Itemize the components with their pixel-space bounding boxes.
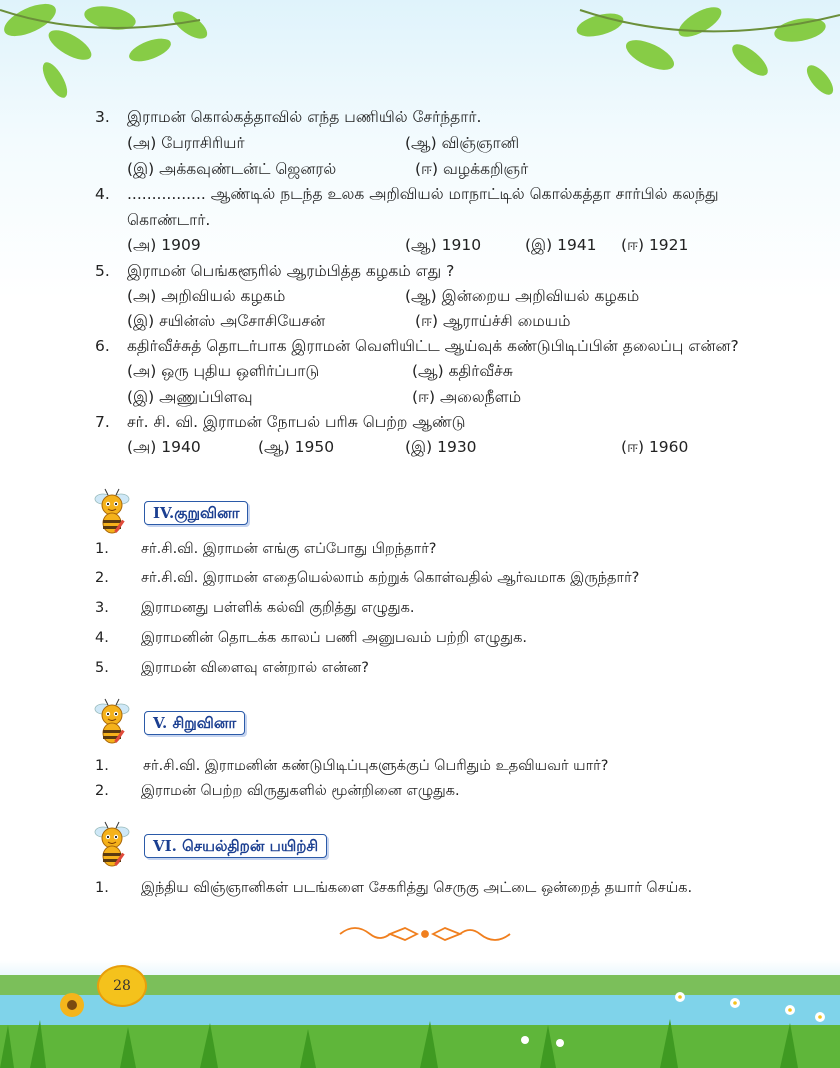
question-number: 5. [95,262,110,280]
question-number: 7. [95,413,110,431]
bee-mascot-icon [88,487,138,537]
ornamental-divider-icon [335,920,515,948]
option-d: (ஈ) 1921 [621,236,689,254]
list-item-number: 2. [95,570,109,586]
list-item: சர்.சி.வி. இராமனின் கண்டுபிடிப்புகளுக்குப் பெரிதும் உதவியவர் யார்? [143,758,609,774]
list-item: சர்.சி.வி. இராமன் எதையெல்லாம் கற்றுக் கொள்வதில் ஆர்வமாக இருந்தார்? [141,570,640,586]
option-b: (ஆ) 1910 [405,236,482,254]
option-b: (ஆ) கதிர்வீச்சு [412,362,513,380]
list-item: இராமனின் தொடக்க காலப் பணி அனுபவம் பற்றி எழுதுக. [141,630,527,646]
list-item: இராமனது பள்ளிக் கல்வி குறித்து எழுதுக. [141,600,415,616]
option-c: (இ) அணுப்பிளவு [127,388,253,406]
list-item-number: 1. [95,541,109,557]
option-c: (இ) அக்கவுண்டன்ட் ஜெனரல் [127,160,337,178]
option-a: (அ) ஒரு புதிய ஒளிர்ப்பாடு [127,362,320,380]
option-a: (அ) 1940 [127,438,201,456]
list-item-number: 2. [95,783,109,799]
question-number: 3. [95,108,110,126]
option-d: (ஈ) அலைநீளம் [412,388,522,406]
list-item-number: 4. [95,630,109,646]
list-item-number: 1. [95,880,109,896]
option-a: (அ) பேராசிரியர் [127,134,245,152]
question-text: ................ ஆண்டில் நடந்த உலக அறிவியல் மாநாட்டில் கொல்கத்தா சார்பில் கலந்து [127,185,719,203]
option-c: (இ) 1930 [405,438,477,456]
question-number: 6. [95,337,110,355]
option-b: (ஆ) 1950 [258,438,335,456]
list-item: சர்.சி.வி. இராமன் எங்கு எப்போது பிறந்தார்? [141,541,437,557]
option-d: (ஈ) ஆராய்ச்சி மையம் [415,312,571,330]
option-a: (அ) 1909 [127,236,201,254]
question-text: சர். சி. வி. இராமன் நோபல் பரிசு பெற்ற ஆண்டு [127,413,466,431]
question-text: கதிர்வீச்சுத் தொடர்பாக இராமன் வெளியிட்ட ஆய்வுக் கண்டுபிடிப்பின் தலைப்பு என்ன? [127,337,739,355]
option-b: (ஆ) இன்றைய அறிவியல் கழகம் [405,287,640,305]
list-item: இந்திய விஞ்ஞானிகள் படங்களை சேகரித்து செருகு அட்டை ஒன்றைத் தயார் செய்க. [141,880,693,896]
section-title: IV.குறுவினா [144,501,248,525]
question-text: இராமன் பெங்களூரில் ஆரம்பித்த கழகம் எது ? [127,262,455,280]
list-item: இராமன் பெற்ற விருதுகளில் மூன்றினை எழுதுக. [141,783,460,799]
bee-mascot-icon [88,697,138,747]
option-c: (இ) சயின்ஸ் அசோசியேசன் [127,312,326,330]
section-title: VI. செயல்திறன் பயிற்சி [144,834,327,858]
option-d: (ஈ) வழக்கறிஞர் [415,160,529,178]
question-text: இராமன் கொல்கத்தாவில் எந்த பணியில் சேர்ந்தார். [127,108,482,126]
list-item: இராமன் விளைவு என்றால் என்ன? [141,660,369,676]
list-item-number: 3. [95,600,109,616]
option-a: (அ) அறிவியல் கழகம் [127,287,286,305]
list-item-number: 1. [95,758,109,774]
option-d: (ஈ) 1960 [621,438,689,456]
section-title: V. சிறுவினா [144,711,245,735]
page-number-badge: 28 [97,965,147,1007]
question-text-continued: கொண்டார். [127,211,211,229]
option-c: (இ) 1941 [525,236,597,254]
question-number: 4. [95,185,110,203]
bee-mascot-icon [88,820,138,870]
option-b: (ஆ) விஞ்ஞானி [405,134,520,152]
list-item-number: 5. [95,660,109,676]
